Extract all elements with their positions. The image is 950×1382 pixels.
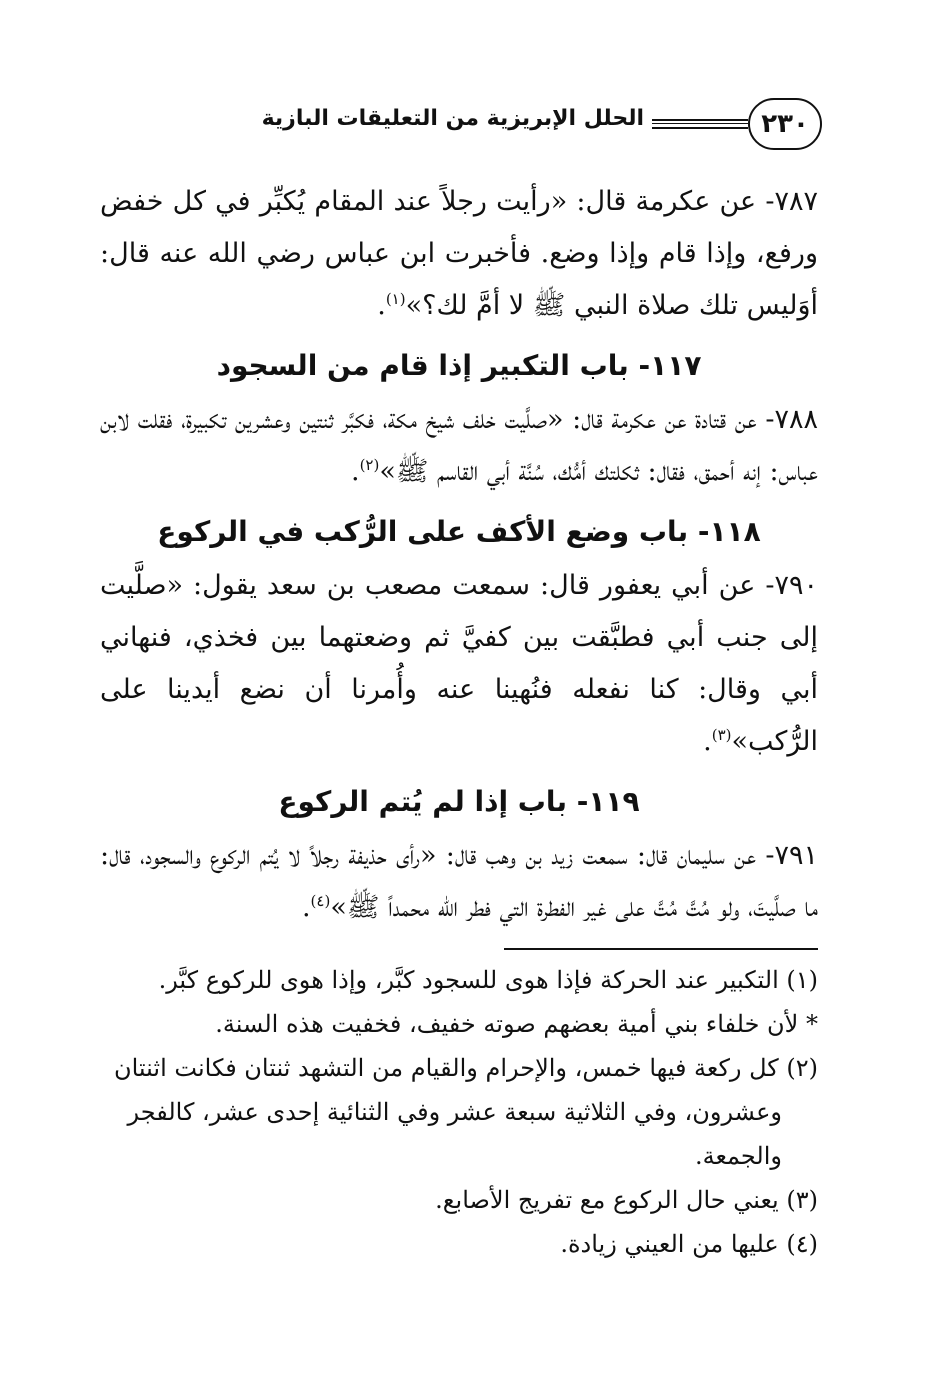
footnote-2-continued: وعشرون، وفي الثلاثية سبعة عشر وفي الثنائية إحدى عشر، كالفجر والجمعة. <box>127 1098 782 1170</box>
hadith-787 <box>100 176 818 332</box>
page-header <box>100 98 822 158</box>
footnote-4: (٤) عليها من العيني زيادة. <box>560 1230 818 1258</box>
footnote-1: (١) التكبير عند الحركة فإذا هوى للسجود كبَّر، وإذا هوى للركوع كبَّر. <box>158 966 818 994</box>
footnote-ref-4: (٤) <box>310 892 331 910</box>
hadith-788-text: ٧٨٨- عن قتادة عن عكرمة قال: «صلَّيت خلف شيخ مكة، فكبَّر ثنتين وعشرين تكبيرة، فقلت لابن عباس: إنه أحمق، فقال: ثكلتك أمُّك، سُنَّة أبي القاسم ﷺ» <box>100 404 818 487</box>
footnote-3: (٣) يعني حال الركوع مع تفريج الأصابع. <box>435 1186 818 1214</box>
footnote-ref-3: (٣) <box>711 726 732 744</box>
period: . <box>377 290 386 321</box>
page-number <box>748 98 822 150</box>
footnote-ref-1: (١) <box>385 290 406 308</box>
footnote-2: (٢) كل ركعة فيها خمس، والإحرام والقيام من التشهد ثنتان فكانت اثنتان <box>113 1054 818 1082</box>
hadith-787-text: ٧٨٧- عن عكرمة قال: «رأيت رجلاً عند المقام يُكبِّر في كل خفض ورفع، وإذا قام وإذا وضع. فأخبرت ابن عباس رضي الله عنه قال: أوَليس تلك صلاة النبي ﷺ لا أمَّ لك؟» <box>100 186 818 321</box>
page-number-text: ٢٣٠ <box>761 109 809 139</box>
period: . <box>301 892 311 923</box>
footnote-ref-2: (٢) <box>359 456 380 474</box>
period: . <box>350 456 360 487</box>
running-title: الحلل الإبريزية من التعليقات البازية <box>261 106 644 131</box>
chapter-119-heading: ١١٩- باب إذا لم يُتم الركوع <box>278 785 640 818</box>
hadith-790 <box>100 560 818 768</box>
period: . <box>703 726 712 757</box>
hadith-788 <box>100 394 818 498</box>
chapter-118-heading: ١١٨- باب وضع الأكف على الرُّكب في الركوع <box>157 515 761 548</box>
hadith-791 <box>100 830 818 934</box>
chapter-117-heading: ١١٧- باب التكبير إذا قام من السجود <box>216 349 702 382</box>
footnote-1-note: * لأن خلفاء بني أمية بعضهم صوته خفيف، فخفيت هذه السنة. <box>215 1010 818 1038</box>
page-content <box>100 176 818 1266</box>
footnotes <box>100 958 818 1266</box>
hadith-791-text: ٧٩١- عن سليمان قال: سمعت زيد بن وهب قال: «رأى حذيفة رجلاً لا يُتم الركوع والسجود، قال: ما صلَّيتَ، ولو مُتَّ مُتَّ على غير الفطرة التي فطر الله محمداً ﷺ» <box>100 840 818 923</box>
footnote-divider <box>504 948 818 950</box>
header-rule <box>652 119 748 129</box>
hadith-790-text: ٧٩٠- عن أبي يعفور قال: سمعت مصعب بن سعد يقول: «صلَّيت إلى جنب أبي فطبَّقت بين كفيَّ ثم وضعتهما بين فخذي، فنهاني أبي وقال: كنا نفعله فنُهينا عنه وأُمرنا أن نضع أيدينا على الرُّكب» <box>100 570 818 757</box>
